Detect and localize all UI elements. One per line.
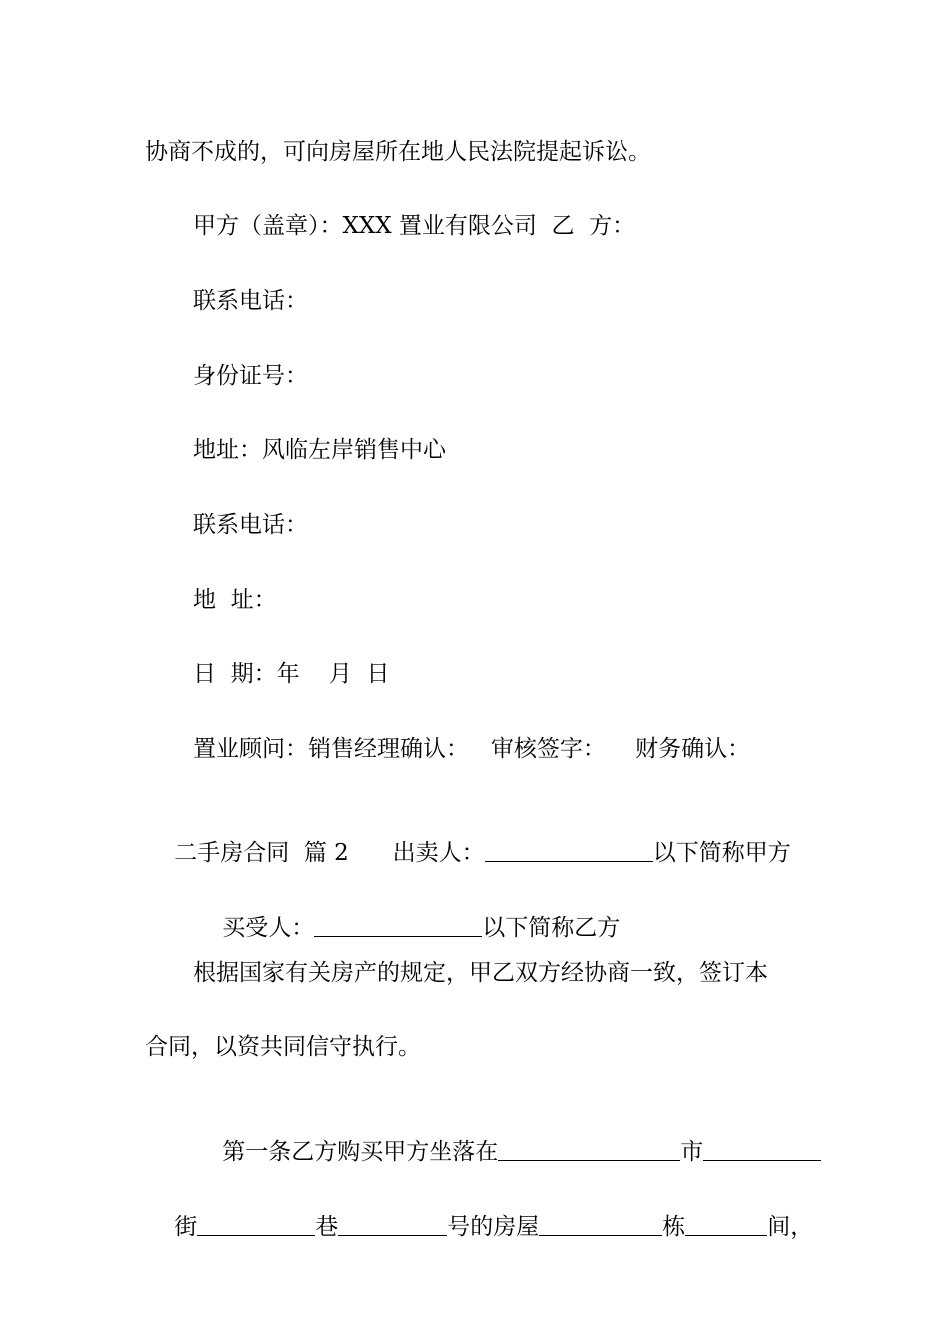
building-label: 栋 xyxy=(662,1214,686,1240)
seller-suffix: 以下简称甲方 xyxy=(652,840,791,866)
building-blank xyxy=(539,1213,662,1236)
street-label: 街 xyxy=(174,1214,198,1240)
text-line-address-2: 地 址： xyxy=(193,587,277,613)
city-label: 市 xyxy=(680,1139,704,1165)
room-label: 间， xyxy=(767,1214,814,1240)
text-line-article-1-cont xyxy=(145,1182,813,1272)
article-1-label: 第一条乙方购买甲方坐落在 xyxy=(222,1139,499,1165)
buyer-label: 买受人： xyxy=(222,915,315,941)
text-line-litigation: 协商不成的，可向房屋所在地人民法院提起诉讼。 xyxy=(145,139,651,165)
seller-label: 二手房合同 篇 2 出卖人： xyxy=(174,840,485,866)
text-line-phone-2: 联系电话： xyxy=(193,512,308,538)
text-line-party-a: 甲方（盖章）：XXX 置业有限公司 乙 方： xyxy=(193,213,636,239)
room-blank xyxy=(685,1213,767,1236)
buyer-blank xyxy=(314,914,482,937)
buyer-suffix: 以下简称乙方 xyxy=(482,915,621,941)
text-line-date: 日 期：年 月 日 xyxy=(193,661,390,687)
text-line-confirmations: 置业顾问：销售经理确认： 审核签字： 财务确认： xyxy=(193,736,751,762)
lane-label: 巷 xyxy=(315,1214,339,1240)
text-line-address-1: 地址：风临左岸销售中心 xyxy=(193,437,446,463)
location-blank xyxy=(498,1138,680,1161)
city-blank xyxy=(703,1138,821,1161)
text-line-preamble-2: 合同，以资共同信守执行。 xyxy=(145,1034,421,1060)
text-line-id-number: 身份证号： xyxy=(193,363,308,389)
house-number-label: 号的房屋 xyxy=(447,1214,540,1240)
text-line-phone-1: 联系电话： xyxy=(193,288,308,314)
street-blank xyxy=(197,1213,315,1236)
text-line-preamble-1: 根据国家有关房产的规定，甲乙双方经协商一致，签订本 xyxy=(193,960,768,986)
seller-blank xyxy=(485,839,653,862)
lane-blank xyxy=(338,1213,447,1236)
